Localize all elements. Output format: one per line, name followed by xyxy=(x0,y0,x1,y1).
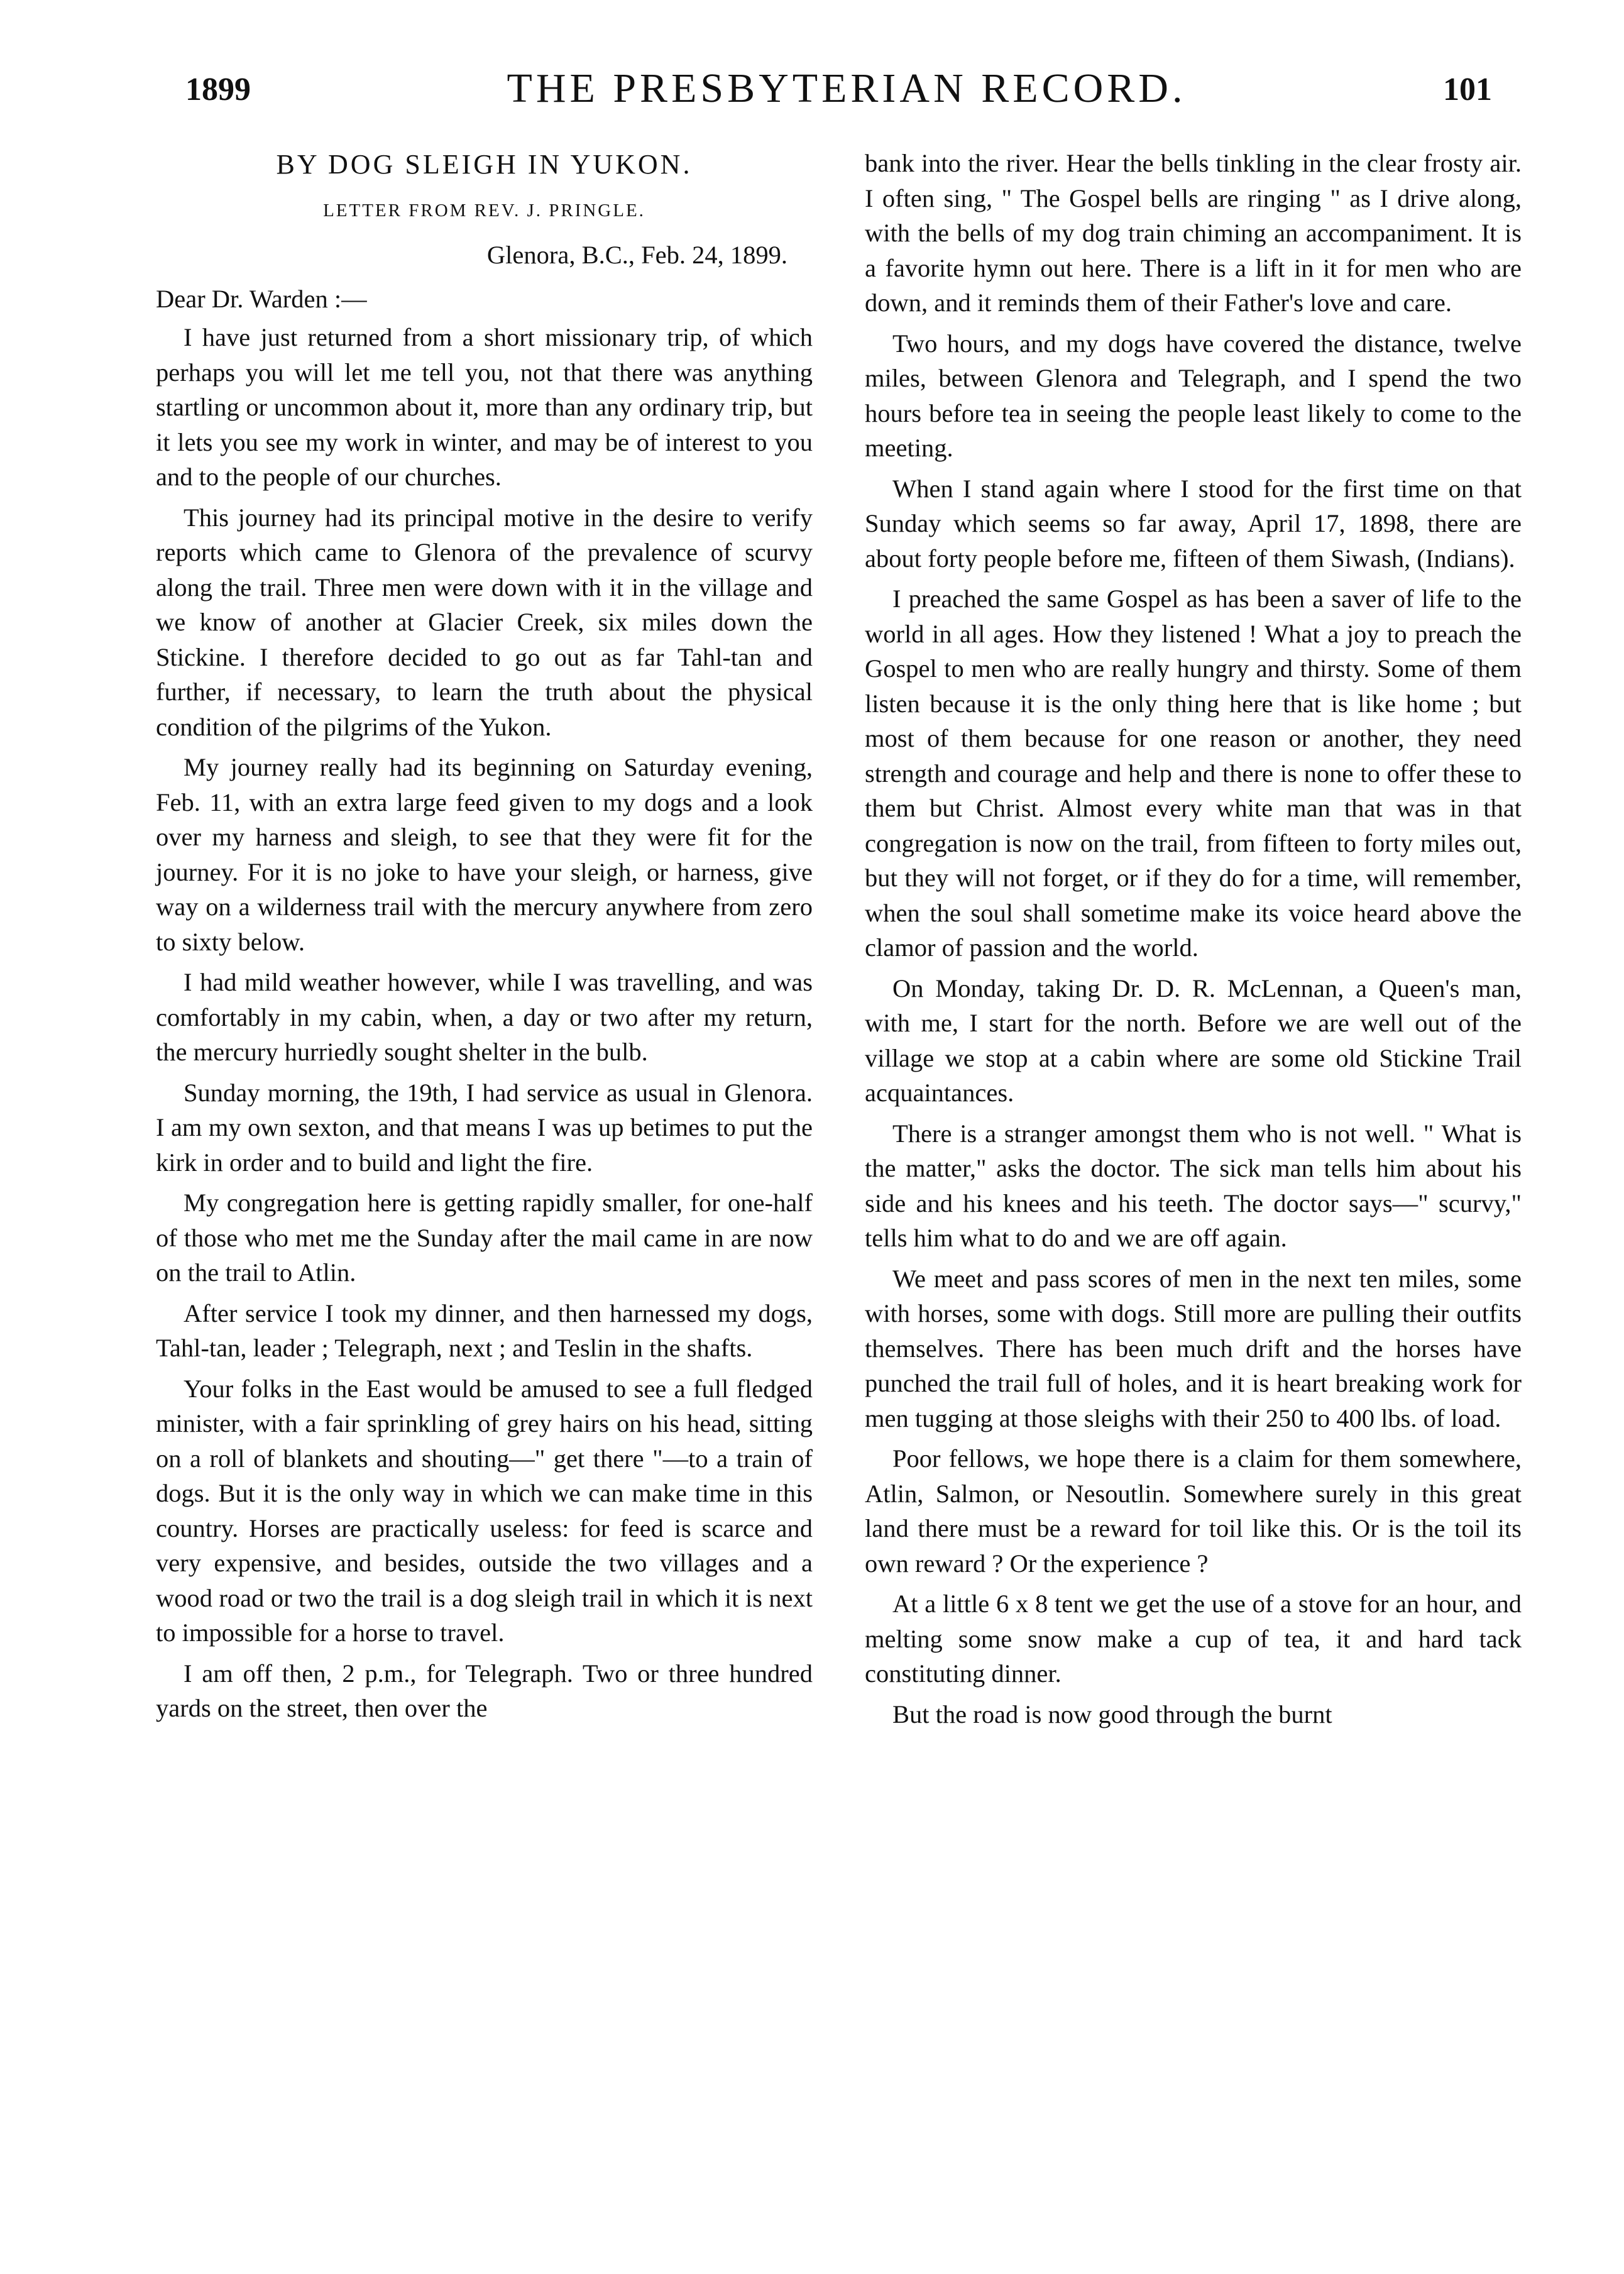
paragraph: Two hours, and my dogs have covered the distance, twelve miles, between Glenora and Telegraph, and I spend the two hours before tea in seeing the people least likely to come to the meeting. xyxy=(865,329,1522,462)
paragraph: After service I took my dinner, and then harnessed my dogs, Tahl-tan, leader ; Telegraph, next ; and Teslin in the shafts. xyxy=(156,1299,813,1362)
publication-title: THE PRESBYTERIAN RECORD. xyxy=(507,65,1187,111)
header-year: 1899 xyxy=(185,72,251,107)
paragraph: I have just returned from a short missionary trip, of which perhaps you will let me tell you, not that there was anything startling or uncommon about it, more than any ordinary trip, but it lets you see my work in winter, and may be of interest to you and to the people of our churches. xyxy=(156,323,813,491)
article-subtitle: LETTER FROM REV. J. PRINGLE. xyxy=(323,200,645,221)
paragraph: My journey really had its beginning on Saturday evening, Feb. 11, with an extra large feed given to my dogs and a look over my harness and sleigh, to see that they were fit for the journey. For it is no joke to have your sleigh, or harness, give way on a wilderness trail with the mercury anywhere from zero to sixty below. xyxy=(156,753,813,956)
paragraph: When I stand again where I stood for the first time on that Sunday which seems so far away, April 17, 1898, there are about forty people before me, fifteen of them Siwash, (Indians). xyxy=(865,474,1522,573)
page-header xyxy=(182,60,1511,116)
right-column xyxy=(865,146,1522,1737)
article-title: BY DOG SLEIGH IN YUKON. xyxy=(276,149,693,180)
paragraph: I am off then, 2 p.m., for Telegraph. Two or three hundred yards on the street, then over the xyxy=(156,1659,813,1722)
paragraph: At a little 6 x 8 tent we get the use of a stove for an hour, and melting some snow make a cup of tea, it and hard tack constituting dinner. xyxy=(865,1590,1522,1688)
page-number: 101 xyxy=(1443,72,1492,107)
paragraph: We meet and pass scores of men in the next ten miles, some with horses, some with dogs. Still more are pulling their outfits themselves. There has been much drift and the horses have punched the trail full of holes, and it is heart breaking work for men tugging at those sleighs with their 250 to 400 lbs. of load. xyxy=(865,1264,1522,1432)
article-dateline: Glenora, B.C., Feb. 24, 1899. xyxy=(486,241,787,269)
paragraph: Poor fellows, we hope there is a claim for them somewhere, Atlin, Salmon, or Nesoutlin. Somewhere surely in this great land there must be a reward for toil like this. Or is the toil its own reward ? Or the experience ? xyxy=(865,1444,1522,1578)
paragraph: I had mild weather however, while I was travelling, and was comfortably in my cabin, when, a day or two after my return, the mercury hurriedly sought shelter in the bulb. xyxy=(156,968,813,1066)
left-column xyxy=(156,146,813,1732)
paragraph: But the road is now good through the burnt xyxy=(892,1700,1332,1728)
paragraph-continued: bank into the river. Hear the bells tinkling in the clear frosty air. I often sing, " The Gospel bells are ringing " as I drive along, with the bells of my dog train chiming an accompaniment. It is a favorite hymn out here. There is a lift in it for men who are down, and it reminds them of their Father's love and care. xyxy=(865,149,1522,317)
paragraph: On Monday, taking Dr. D. R. McLennan, a Queen's man, with me, I start for the north. Before we are well out of the village we stop at a cabin where are some old Stickine Trail acquaintances. xyxy=(865,974,1522,1107)
paragraph: Sunday morning, the 19th, I had service as usual in Glenora. I am my own sexton, and that means I was up betimes to put the kirk in order and to build and light the fire. xyxy=(156,1078,813,1177)
paragraph: Your folks in the East would be amused to see a full fledged minister, with a fair sprinkling of grey hairs on his head, sitting on a roll of blankets and shouting—" get there "—to a train of dogs. But it is the only way in which we can make time in this country. Horses are practically useless: for feed is scarce and very expensive, and besides, outside the two villages and a wood road or two the trail is a dog sleigh trail in which it is next to impossible for a horse to travel. xyxy=(156,1374,813,1647)
paragraph: I preached the same Gospel as has been a saver of life to the world in all ages. How they listened ! What a joy to preach the Gospel to men who are really hungry and thirsty. Some of them listen because it is the only thing here that is like home ; but most of them because for one reason or another, they need strength and courage and help and there is none to offer these to them but Christ. Almost every white man that was in that congregation is now on the trail, from fifteen to forty miles out, but they will not forget, or if they do for a time, will remember, when the soul shall sometime make its voice heard above the clamor of passion and the world. xyxy=(865,585,1522,962)
paragraph: There is a stranger amongst them who is not well. " What is the matter," asks the doctor. The sick man tells him about his side and his knees and his teeth. The doctor says—" scurvy," tells him what to do and we are off again. xyxy=(865,1119,1522,1252)
paragraph: My congregation here is getting rapidly smaller, for one-half of those who met me the Sunday after the mail came in are now on the trail to Atlin. xyxy=(156,1189,813,1287)
paragraph: This journey had its principal motive in the desire to verify reports which came to Glenora of the prevalence of scurvy along the trail. Three men were down with it in the village and we know of another at Glacier Creek, six miles down the Stickine. I therefore decided to go out as far Tahl-tan and further, if necessary, to learn the truth about the physical condition of the pilgrims of the Yukon. xyxy=(156,503,813,741)
article-salutation: Dear Dr. Warden :— xyxy=(156,284,367,313)
